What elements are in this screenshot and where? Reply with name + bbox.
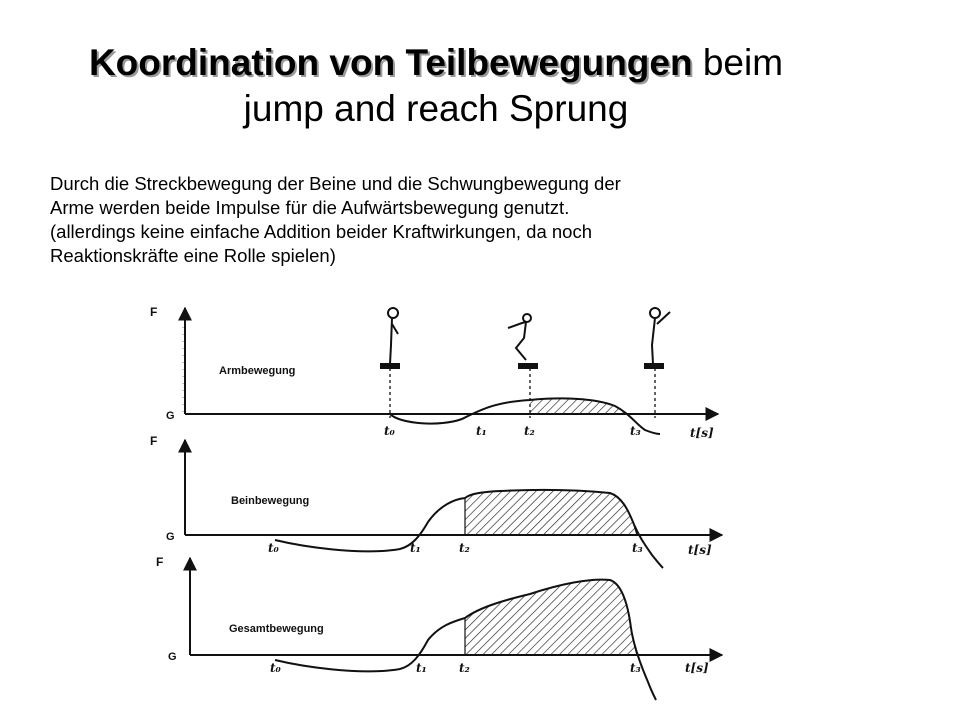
panel-label-total: Gesamtbewegung [229, 623, 324, 635]
panel-arm [150, 305, 718, 440]
x-label-total: t[s] [685, 661, 709, 675]
tick-t0-arm: t₀ [384, 424, 395, 438]
tick-t2-leg: t₂ [459, 541, 470, 555]
stick-figure-standing-icon [381, 308, 399, 368]
tick-t1-leg: t₁ [410, 541, 421, 555]
title-rest: beim [692, 42, 784, 83]
tick-t1-arm: t₁ [476, 424, 487, 438]
hatched-area-total [465, 580, 637, 655]
y-label-arm: F [150, 305, 158, 319]
baseline-label-total: G [168, 651, 177, 663]
baseline-label-leg: G [166, 531, 175, 543]
panel-label-leg: Beinbewegung [231, 495, 310, 507]
title-line2: jump and reach Sprung [243, 88, 629, 129]
stick-figure-reach-icon [645, 308, 670, 368]
y-label-total: F [156, 555, 164, 569]
description-line-2: Arme werden beide Impulse für die Aufwärtsbewegung genutzt. [50, 197, 570, 218]
tick-t0-total: t₀ [270, 661, 281, 675]
x-label-leg: t[s] [688, 543, 712, 557]
description-line-1: Durch die Streckbewegung der Beine und die Schwungbewegung der [50, 173, 621, 194]
tick-t1-total: t₁ [416, 661, 427, 675]
y-label-leg: F [150, 434, 158, 448]
stick-figure-crouch-icon [508, 314, 537, 368]
baseline-label-arm: G [166, 410, 175, 422]
description-line-4: Reaktionskräfte eine Rolle spielen) [50, 245, 336, 266]
tick-t0-leg: t₀ [268, 541, 279, 555]
panel-leg [150, 434, 722, 568]
tick-t2-total: t₂ [459, 661, 470, 675]
hatched-area-leg [465, 490, 637, 535]
tick-t3-arm: t₃ [630, 424, 641, 438]
x-label-arm: t[s] [690, 426, 714, 440]
tick-t2-arm: t₂ [524, 424, 535, 438]
title-bold: Koordination von Teilbewegungen [88, 42, 693, 83]
description-line-3: (allerdings keine einfache Addition beider Kraftwirkungen, da noch [50, 221, 592, 242]
panel-label-arm: Armbewegung [219, 365, 296, 377]
tick-t3-leg: t₃ [632, 541, 643, 555]
tick-t3-total: t₃ [630, 661, 641, 675]
panel-total [156, 555, 722, 700]
